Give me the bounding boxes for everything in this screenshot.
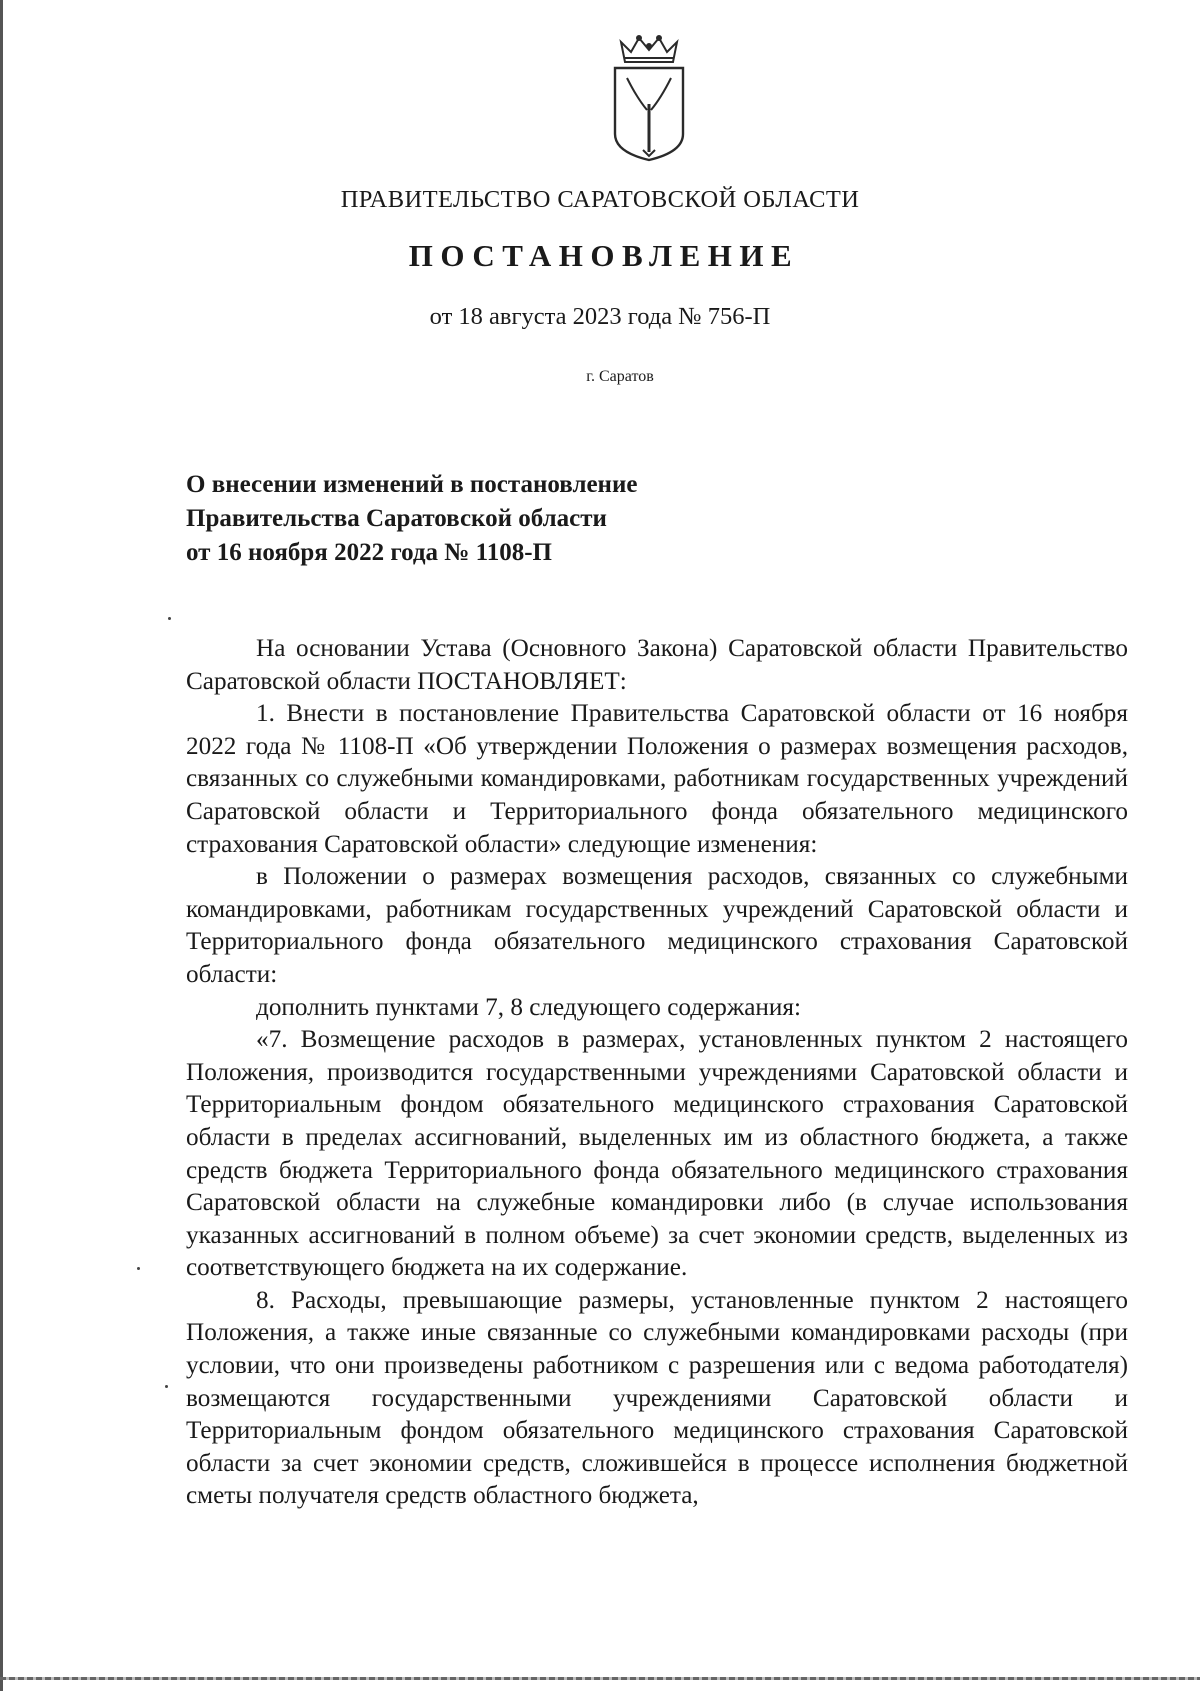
document-type-title: ПОСТАНОВЛЕНИЕ — [408, 238, 800, 273]
scan-edge-bottom — [0, 1677, 1200, 1680]
scan-speck — [165, 1385, 168, 1388]
saratov-coat-of-arms-icon — [607, 34, 691, 164]
scan-speck — [168, 617, 171, 620]
body-paragraph: «7. Возмещение расходов в размерах, установленных пунктом 2 настоящего Положения, производится государственными учреждениями Саратовской области и Территориальным фондом обязательного медицинского страхования Саратовской области в пределах ассигнований, выделенных им из областного бюджета, а также средств бюджета Территориального фонда обязательного медицинского страхования Саратовской области на служебные командировки либо (в случае использования указанных ассигнований в полном объеме) за счет экономии средств, выделенных из соответствующего бюджета на их содержание. — [186, 1026, 1128, 1282]
decree-body — [186, 633, 1128, 1513]
subject-line: от 16 ноября 2022 года № 1108-П — [186, 539, 553, 566]
body-paragraph: 1. Внести в постановление Правительства Саратовской области от 16 ноября 2022 года № 1108-П «Об утверждении Положения о размерах возмещения расходов, связанных со служебными командировками, работникам государственных учреждений Саратовской области и Территориального фонда обязательного медицинского страхования Саратовской области» следующие изменения: — [186, 700, 1128, 858]
decree-subject — [186, 468, 886, 570]
scan-speck — [137, 1267, 140, 1270]
body-paragraph: 8. Расходы, превышающие размеры, установленные пунктом 2 настоящего Положения, а также иные связанные со служебными командировками расходы (при условии, что они произведены работником с разрешения или с ведома работодателя) возмещаются государственными учреждениями Саратовской области и Территориальным фондом обязательного медицинского страхования Саратовской области за счет экономии средств, сложившейся в процессе исполнения бюджетной сметы получателя средств областного бюджета, — [186, 1286, 1128, 1510]
body-paragraph: На основании Устава (Основного Закона) Саратовской области Правительство Саратовской области ПОСТАНОВЛЯЕТ: — [186, 635, 1128, 695]
body-paragraph: дополнить пунктами 7, 8 следующего содержания: — [256, 993, 801, 1021]
body-paragraph: в Положении о размерах возмещения расходов, связанных со служебными командировками, работникам государственных учреждений Саратовской области и Территориального фонда обязательного медицинского страхования Саратовской области: — [186, 863, 1128, 988]
government-name: ПРАВИТЕЛЬСТВО САРАТОВСКОЙ ОБЛАСТИ — [340, 186, 860, 213]
decree-date-number: от 18 августа 2023 года № 756-П — [429, 303, 771, 330]
subject-line: О внесении изменений в постановление — [186, 471, 638, 498]
decree-city: г. Саратов — [586, 368, 654, 385]
subject-line: Правительства Саратовской области — [186, 505, 607, 532]
